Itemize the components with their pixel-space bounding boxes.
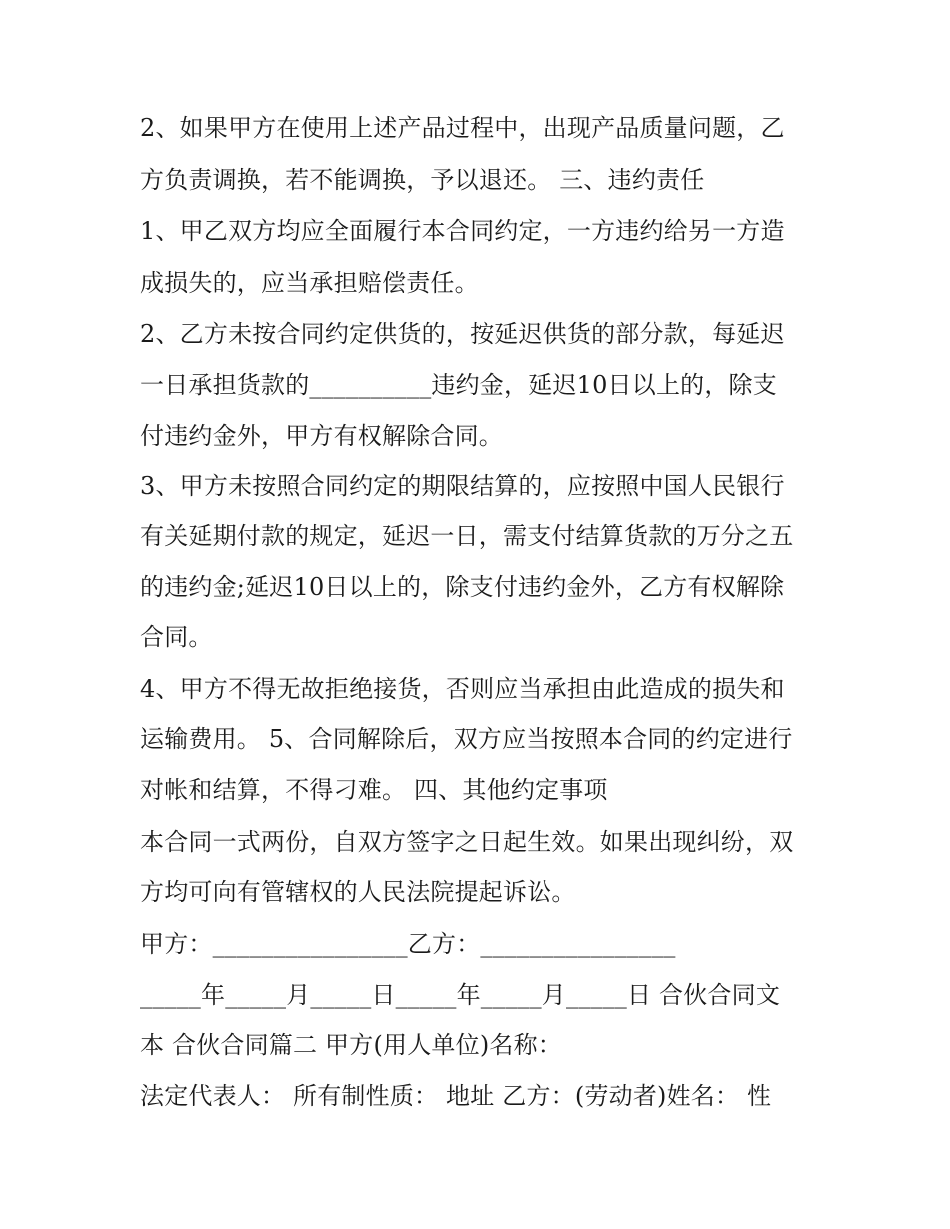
date-line: _____年_____月_____日_____年_____月_____日 合伙合同文 <box>140 981 781 1009</box>
text-line: 本合同一式两份，自双方签字之日起生效。如果出现纠纷，双 <box>140 828 794 856</box>
text-line: 方均可向有管辖权的人民法院提起诉讼。 <box>140 878 576 906</box>
text-line: 的违约金;延迟10日以上的，除支付违约金外，乙方有权解除 <box>140 573 785 601</box>
text-line: 一日承担货款的__________违约金，延迟10日以上的，除支 <box>140 371 777 399</box>
text-line: 4、甲方不得无故拒绝接货，否则应当承担由此造成的损失和 <box>140 675 785 703</box>
text-line: 合同。 <box>140 623 213 651</box>
text-line: 2、乙方未按合同约定供货的，按延迟供货的部分款，每延迟 <box>140 320 785 348</box>
text-line: 本 合伙合同篇二 甲方(用人单位)名称： <box>140 1031 562 1059</box>
text-line: 对帐和结算，不得刁难。 四、其他约定事项 <box>140 776 608 804</box>
text-line: 运输费用。 5、合同解除后，双方应当按照本合同的约定进行 <box>140 725 793 753</box>
text-line: 付违约金外，甲方有权解除合同。 <box>140 422 503 450</box>
text-line: 有关延期付款的规定，延迟一日，需支付结算货款的万分之五 <box>140 522 794 550</box>
text-line: 成损失的，应当承担赔偿责任。 <box>140 269 479 297</box>
text-line: 2、如果甲方在使用上述产品过程中，出现产品质量问题，乙 <box>140 114 785 142</box>
signature-line: 甲方：________________乙方：________________ <box>140 930 676 958</box>
text-line: 1、甲乙双方均应全面履行本合同约定，一方违约给另一方造 <box>140 217 785 245</box>
text-line: 3、甲方未按照合同约定的期限结算的，应按照中国人民银行 <box>140 472 785 500</box>
text-line: 方负责调换，若不能调换，予以退还。 三、违约责任 <box>140 166 705 194</box>
text-line: 法定代表人： 所有制性质： 地址 乙方：(劳动者)姓名： 性 <box>140 1082 772 1110</box>
